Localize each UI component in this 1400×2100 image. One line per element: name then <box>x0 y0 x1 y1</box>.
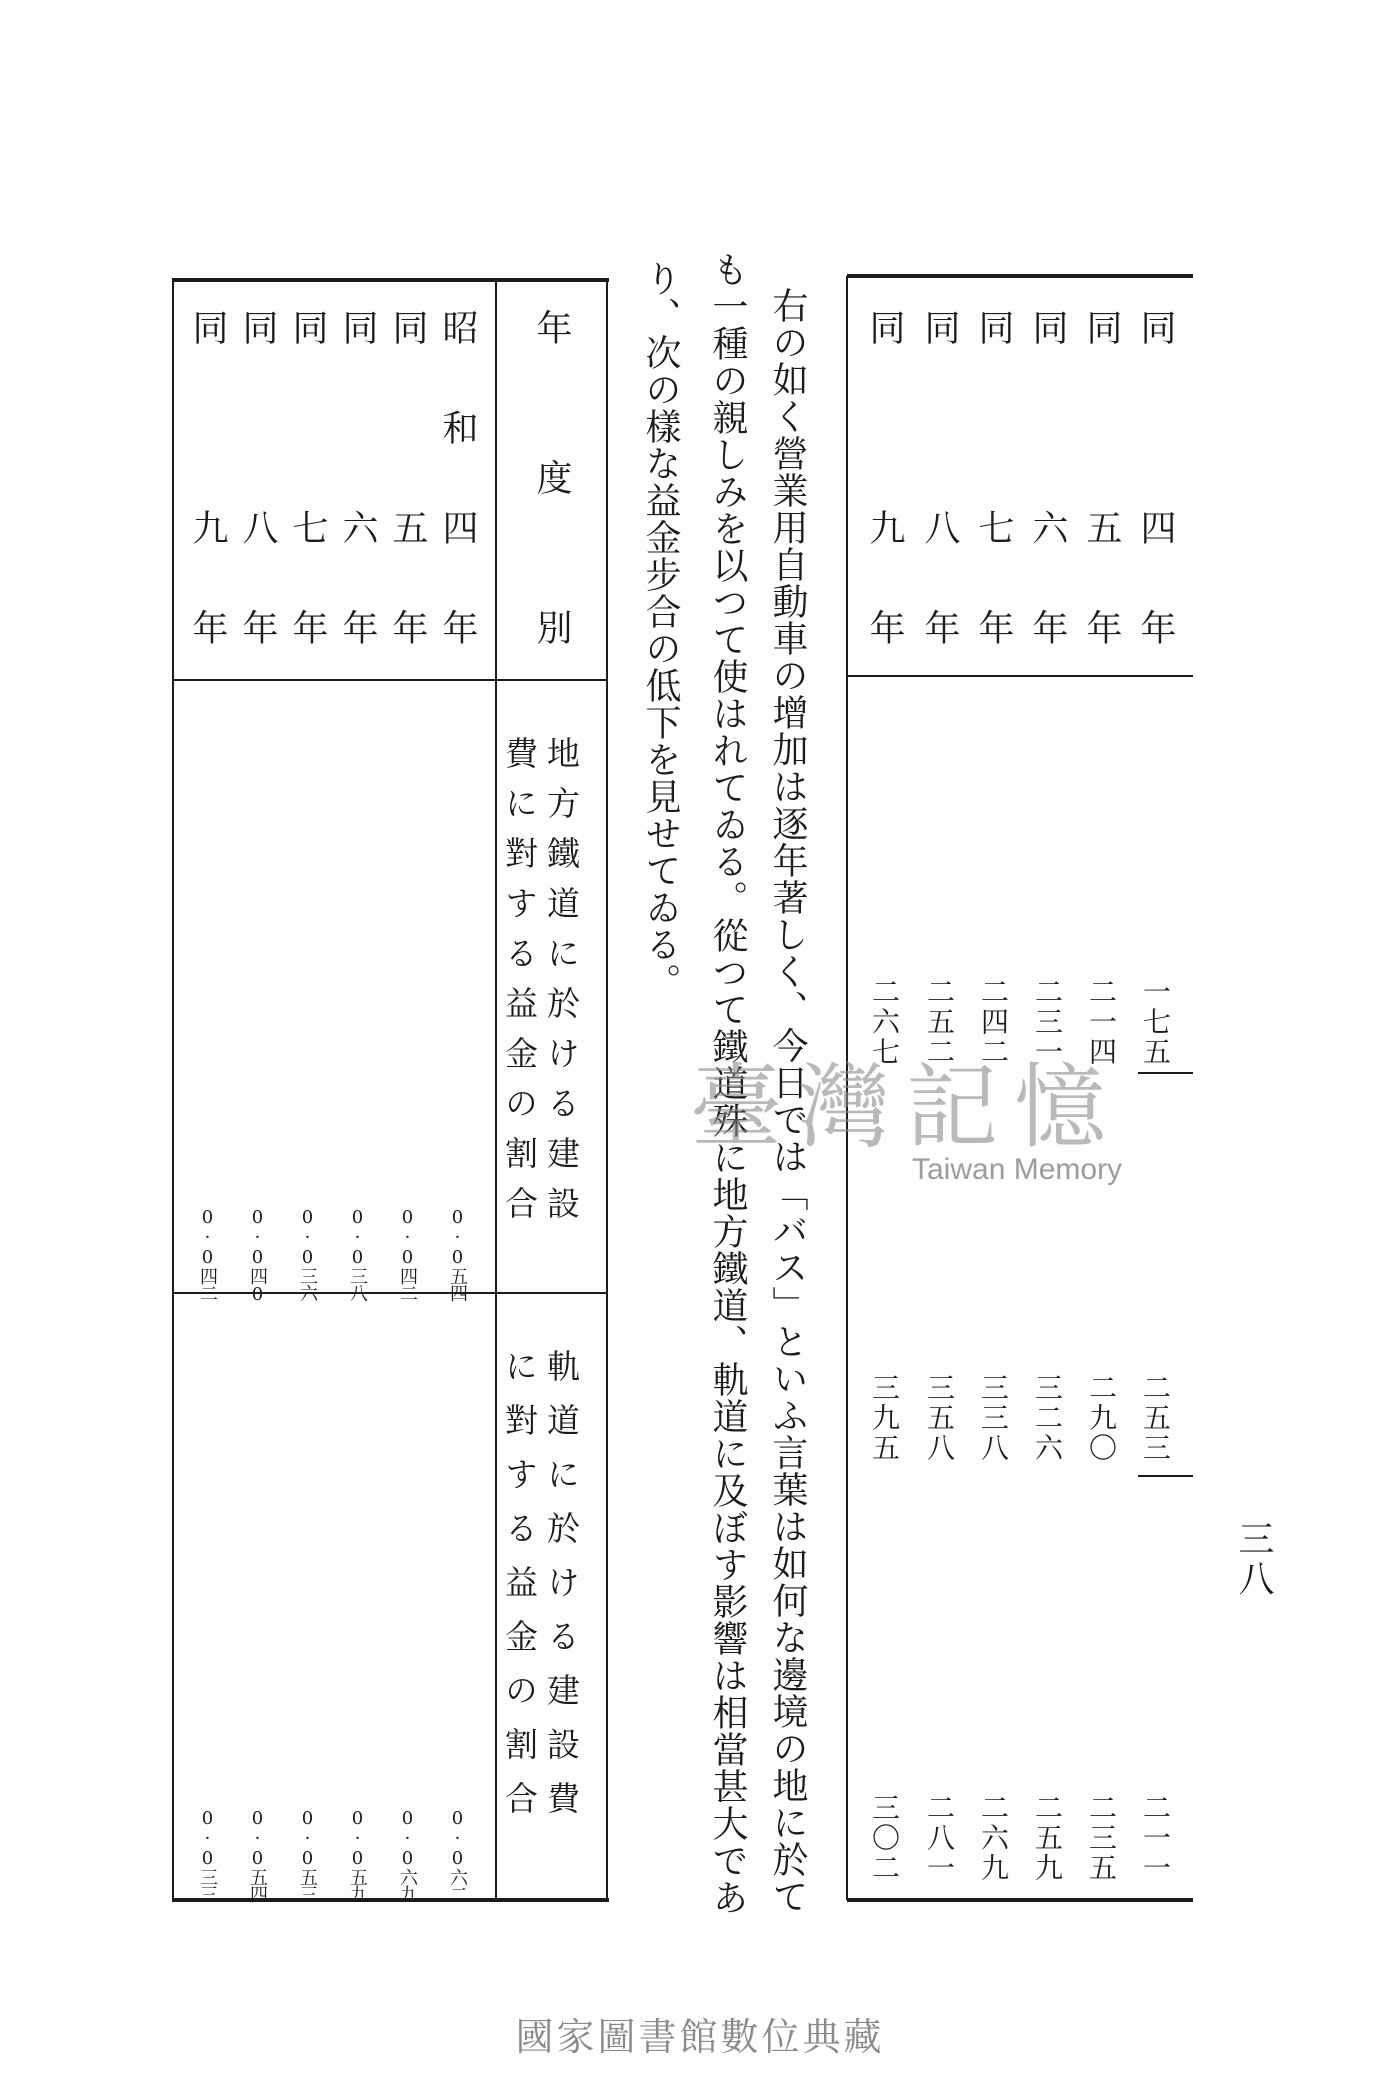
prev-table-row-label: 同 六年 <box>1027 309 1068 709</box>
table-header-local-railway: 費に對する益金の割合 <box>500 736 539 1236</box>
table-cell-local-railway: 0·0三八 <box>347 1207 368 1301</box>
table-row-label: 同 七年 <box>287 309 328 709</box>
prev-table-cell: 二一一 <box>1139 1793 1172 1883</box>
page-number: 三八 <box>1233 1520 1274 1600</box>
table-cell-local-railway: 0·0五四 <box>447 1207 468 1301</box>
prev-table-cell: 三〇二 <box>868 1793 901 1883</box>
watermark-title: 臺灣記憶 <box>690 1054 1123 1161</box>
table-top-rule <box>172 278 609 282</box>
table-header-local-railway: 地方鐵道に於ける建設 <box>542 736 581 1236</box>
table-left-rule <box>172 280 174 1900</box>
prev-table-top-rule <box>847 274 1193 278</box>
body-line: 右の如く營業用自動車の增加は逐年著しく、今日では「バス」といふ言葉は如何な邊境の地に於て <box>767 287 808 1915</box>
prev-table-row-label: 同 七年 <box>973 309 1014 709</box>
prev-table-cell: 二五二 <box>923 977 956 1067</box>
prev-table-cell: 二四二 <box>977 977 1010 1067</box>
prev-table-cell: 二三五 <box>1085 1793 1118 1883</box>
table-row-label: 同 五年 <box>387 309 428 709</box>
prev-table-cell: 二九〇 <box>1085 1373 1118 1463</box>
table-header-column-rule <box>495 280 497 1900</box>
prev-table-cell: 三九五 <box>868 1373 901 1463</box>
table-row-label: 昭和四年 <box>437 309 478 709</box>
table-cell-tramway: 0·0六二 <box>447 1808 468 1902</box>
prev-table-cell: 二五三 <box>1139 1373 1172 1463</box>
archive-footer: 國家圖書館數位典藏 <box>515 2015 885 2059</box>
table-header-tramway: 軌道に於ける建設費 <box>542 1349 581 1835</box>
table-cell-local-railway: 0·0四0 <box>247 1207 268 1304</box>
table-cell-local-railway: 0·0四二 <box>397 1207 418 1301</box>
table-row-label: 同 八年 <box>237 309 278 709</box>
prev-table-cell: 二六七 <box>868 977 901 1067</box>
prev-table-cell: 三五八 <box>923 1373 956 1463</box>
prev-table-col-rule <box>1138 1072 1193 1074</box>
prev-table-cell: 三三八 <box>977 1373 1010 1463</box>
body-line: り、次の樣な益金步合の低下を見せてゐる。 <box>640 260 681 1000</box>
table-cell-tramway: 0·0三三 <box>197 1808 218 1902</box>
table-section-rule <box>172 1292 608 1294</box>
table-cell-local-railway: 0·0四二 <box>197 1207 218 1301</box>
prev-table-cell: 二三一 <box>1031 977 1064 1067</box>
table-right-rule <box>606 280 608 1900</box>
table-cell-tramway: 0·0五九 <box>347 1808 368 1902</box>
prev-table-cell: 二五九 <box>1031 1793 1064 1883</box>
table-header-tramway: に對する益金の割合 <box>500 1349 539 1835</box>
table-header-year: 年度別 <box>531 309 572 759</box>
table-cell-tramway: 0·0五三 <box>297 1808 318 1902</box>
prev-table-bottom-rule <box>847 1898 1193 1902</box>
watermark-subtitle: Taiwan Memory <box>912 1153 1123 1186</box>
prev-table-row-label: 同 四年 <box>1135 309 1176 709</box>
prev-table-cell: 二八一 <box>923 1793 956 1883</box>
prev-table-row-label: 同 五年 <box>1081 309 1122 709</box>
table-cell-tramway: 0·0五四 <box>247 1808 268 1902</box>
prev-table-cell: 二一四 <box>1085 977 1118 1067</box>
table-bottom-rule <box>172 1898 609 1902</box>
prev-table-row-label: 同 九年 <box>864 309 905 709</box>
body-line: も一種の親しみを以つて使はれてゐる。從つて鐵道殊に地方鐵道、軌道に及ぼす影響は相當甚大であ <box>707 251 748 1916</box>
table-cell-local-railway: 0·0三六 <box>297 1207 318 1301</box>
prev-table-row-label: 同 八年 <box>919 309 960 709</box>
prev-table-cell: 三二六 <box>1031 1373 1064 1463</box>
table-row-label: 同 九年 <box>187 309 228 709</box>
prev-table-col-rule <box>1138 1475 1193 1477</box>
prev-table-cell: 二六九 <box>977 1793 1010 1883</box>
table-cell-tramway: 0·0六九 <box>397 1808 418 1902</box>
table-row-label: 同 六年 <box>337 309 378 709</box>
prev-table-cell: 一七五 <box>1139 977 1172 1067</box>
